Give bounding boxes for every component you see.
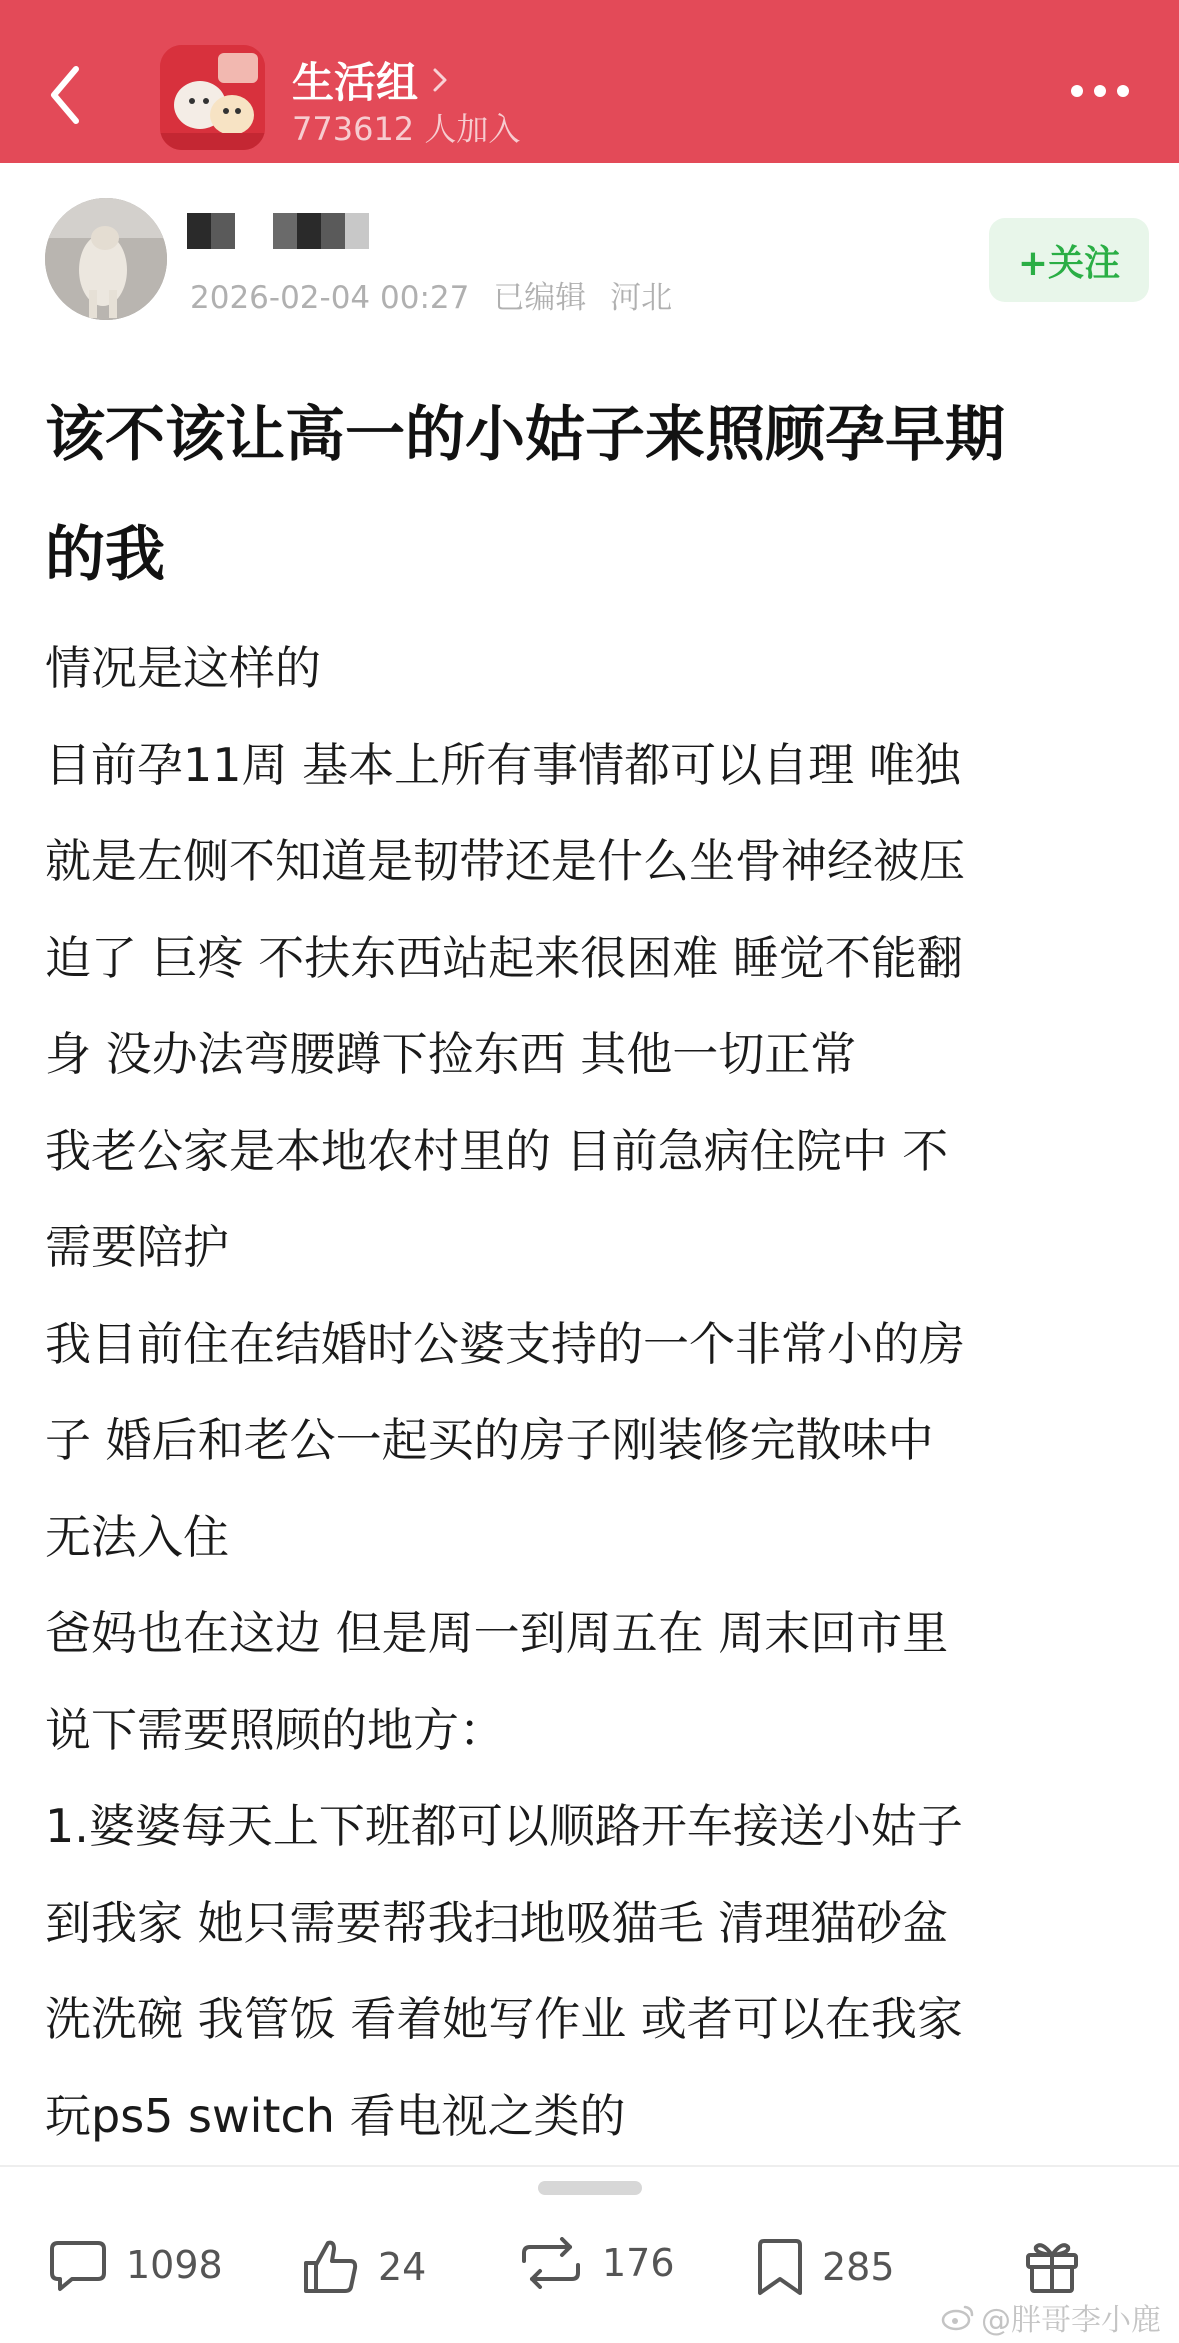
- body-line: 子 婚后和老公一起买的房子刚装修完散味中: [45, 1413, 934, 1467]
- member-count: 773612 人加入: [292, 110, 521, 148]
- body-line: 需要陪护: [45, 1220, 229, 1274]
- watermark: [941, 2295, 1161, 2339]
- like-button[interactable]: [300, 2237, 426, 2297]
- group-name: 生活组: [292, 58, 419, 107]
- author-name-redacted[interactable]: [187, 210, 369, 252]
- back-button[interactable]: [40, 60, 90, 130]
- gift-button[interactable]: [1024, 2237, 1080, 2295]
- title-line: 的我: [45, 520, 165, 590]
- repost-count: 176: [602, 2241, 675, 2285]
- more-dots-icon[interactable]: [1071, 85, 1129, 97]
- comment-icon: [48, 2237, 108, 2293]
- avatar[interactable]: [45, 198, 167, 320]
- drag-handle[interactable]: [538, 2181, 642, 2195]
- comment-button[interactable]: [48, 2237, 223, 2293]
- bookmark-icon: [756, 2237, 804, 2297]
- post-body: [45, 620, 1155, 2164]
- weibo-icon: [941, 2303, 975, 2331]
- post-meta: [190, 272, 672, 317]
- follow-button[interactable]: +关注: [989, 218, 1149, 302]
- redacted-block: [273, 213, 369, 249]
- body-line: 爸妈也在这边 但是周一到周五在 周末回市里: [45, 1606, 949, 1660]
- body-line: 说下需要照顾的地方：: [45, 1702, 505, 1757]
- body-line: 身 没办法弯腰蹲下捡东西 其他一切正常: [45, 1027, 857, 1081]
- body-line: 无法入住: [45, 1509, 229, 1564]
- body-line: 我老公家是本地农村里的 目前急病住院中 不: [45, 1123, 949, 1178]
- body-line: 目前孕11周 基本上所有事情都可以自理 唯独: [45, 737, 961, 792]
- body-line: 情况是这样的: [45, 641, 321, 695]
- favorite-button[interactable]: [756, 2237, 895, 2297]
- gift-icon: [1024, 2237, 1080, 2295]
- body-line: 我目前住在结婚时公婆支持的一个非常小的房: [45, 1316, 965, 1371]
- back-arrow-icon: [48, 65, 82, 125]
- body-line: 玩ps5 switch 看电视之类的: [45, 2088, 626, 2143]
- body-line: 迫了 巨疼 不扶东西站起来很困难 睡觉不能翻: [45, 930, 963, 985]
- redacted-block: [187, 213, 235, 249]
- body-line: 到我家 她只需要帮我扫地吸猫毛 清理猫砂盆: [45, 1895, 949, 1950]
- watermark-text: @胖哥李小鹿: [981, 2303, 1161, 2338]
- group-header: [0, 0, 1179, 163]
- repost-icon: [518, 2237, 584, 2289]
- body-line: 洗洗碗 我管饭 看着她写作业 或者可以在我家: [45, 1992, 963, 2046]
- body-line: 1.婆婆每天上下班都可以顺路开车接送小姑子: [45, 1799, 963, 1853]
- post-location: 河北: [610, 280, 673, 316]
- title-line: 该不该让高一的小姑子来照顾孕早期: [45, 400, 1005, 470]
- favorite-count: 285: [822, 2245, 895, 2289]
- chevron-right-icon: [432, 67, 448, 93]
- post-timestamp: 2026-02-04 00:27: [190, 280, 470, 316]
- group-avatar[interactable]: [160, 45, 265, 150]
- action-bar: [0, 2165, 1179, 2343]
- comment-count: 1098: [126, 2243, 223, 2287]
- body-line: 就是左侧不知道是韧带还是什么坐骨神经被压: [45, 834, 965, 888]
- repost-button[interactable]: [518, 2237, 675, 2289]
- like-count: 24: [378, 2245, 427, 2289]
- edited-label: 已编辑: [493, 280, 587, 316]
- like-icon: [300, 2237, 360, 2297]
- post-title: [45, 375, 1145, 615]
- group-title-link[interactable]: [292, 50, 448, 110]
